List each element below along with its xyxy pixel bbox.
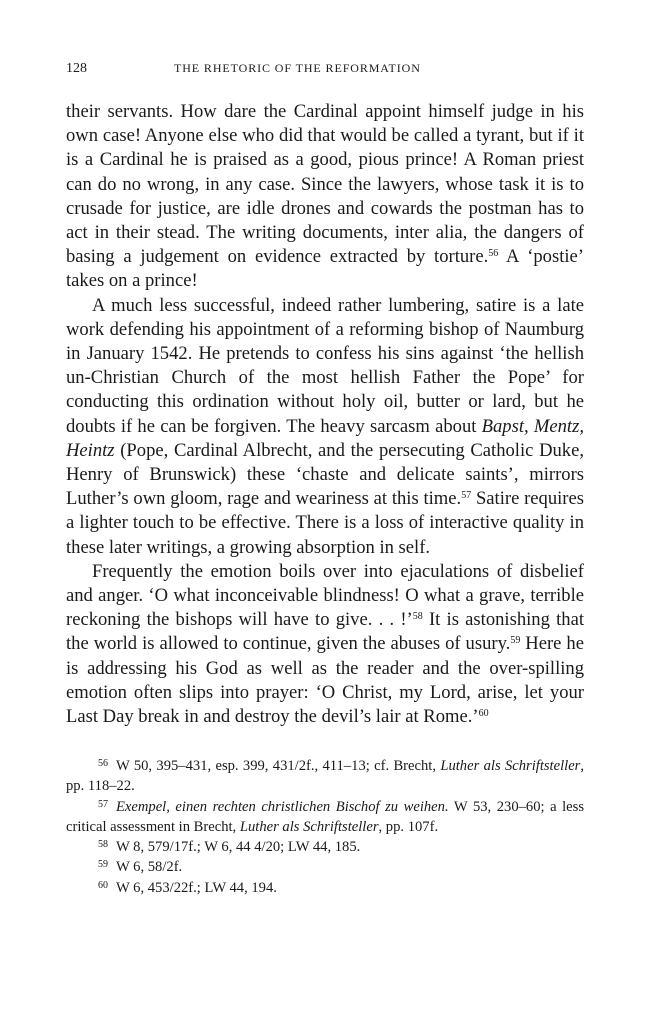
- footnote: 60 W 6, 453/22f.; LW 44, 194.: [98, 879, 277, 896]
- italic-text: Exempel, einen rechten christlichen Bischof zu weihen.: [116, 798, 449, 815]
- text-run: It is astonishing that the world is allowed to continue, given the abuses of usury.: [66, 609, 584, 655]
- footnote-ref: 59: [510, 635, 521, 647]
- text-run: W 6, 453/22f.; LW 44, 194.: [116, 879, 277, 896]
- text-run: W 6, 58/2f.: [116, 859, 183, 876]
- footnote-ref: 56: [488, 248, 499, 260]
- body-text: [66, 100, 584, 729]
- text-run: (Pope, Cardinal Albrecht, and the persecuting Catholic Duke, Henry of Brunswick) these ‘chaste and delicate saints’, mirrors Luther’s own gloom, rage and weariness at this time.: [66, 439, 584, 510]
- text-run: , pp. 107f.: [378, 818, 439, 835]
- text-run: A much less successful, indeed rather lumbering, satire is a late work defending his appointment of a reforming bishop of Naumburg in January 1542. He pretends to confess his sins against ‘the hellish un-Christian Church of the most hellish Father the Pope’ for conducting this ordination without holy oil, butter or lard, but he doubts if he can be forgiven. The heavy sarcasm about: [66, 294, 584, 437]
- footnote: 58 W 8, 579/17f.; W 6, 44 4/20; LW 44, 185.: [98, 839, 361, 856]
- footnote-ref: 58: [412, 611, 423, 623]
- text-run: Here he is addressing his God as well as the reader and the over-spilling emotion often slips into prayer: ‘O Christ, my Lord, arise, let your Last Day break in and destroy the devil’s lair at Rome.’: [66, 633, 584, 728]
- text-run: , pp. 118–22.: [66, 758, 585, 795]
- page-number: 128: [66, 61, 87, 76]
- italic-text: Luther als Schriftsteller: [440, 758, 581, 775]
- text-run: W 8, 579/17f.; W 6, 44 4/20; LW 44, 185.: [116, 839, 361, 856]
- page-header: [66, 60, 584, 77]
- text-run: Frequently the emotion boils over into ejaculations of disbelief and anger. ‘O what inconceivable blindness! O what a grave, terrible reckoning the bishops will have to give. . . !’: [66, 560, 584, 631]
- text-run: their servants. How dare the Cardinal appoint himself judge in his own case! Anyone else who did that would be called a tyrant, but if it is a Cardinal he is praised as a good, pious prince! A Roman priest can do no wrong, in any case. Since the lawyers, whose task it is to crusade for justice, are idle drones and cowards the postman has to act in their stead. The writing documents, inter alia, the dangers of basing a judgement on evidence extracted by torture.: [66, 101, 584, 268]
- text-run: W 53, 230–60; a less critical assessment in Brecht,: [66, 798, 585, 835]
- running-head: THE RHETORIC OF THE REFORMATION: [174, 61, 421, 75]
- footnote: 57 Exempel, einen rechten christlichen Bischof zu weihen. W 53, 230–60; a less critical assessment in Brecht, Luther als Schriftsteller, pp. 107f.: [66, 798, 585, 835]
- footnote: 56 W 50, 395–431, esp. 399, 431/2f., 411–13; cf. Brecht, Luther als Schriftsteller, pp. 118–22.: [66, 758, 585, 795]
- paragraph: [66, 560, 584, 729]
- footnote-ref: 60: [478, 708, 489, 720]
- text-run: Satire requires a lighter touch to be effective. There is a loss of interactive quality in these later writings, a growing absorption in self.: [66, 488, 584, 558]
- paragraph: [66, 294, 584, 560]
- footnotes: [66, 756, 584, 897]
- text-run: A ‘postie’ takes on a prince!: [66, 246, 584, 292]
- paragraph: [66, 100, 584, 294]
- book-page: [66, 60, 584, 898]
- footnote-ref: 57: [461, 490, 472, 502]
- italic-text: Luther als Schriftsteller: [239, 818, 379, 835]
- footnote: 59 W 6, 58/2f.: [98, 859, 183, 876]
- italic-text: Bapst, Mentz, Heintz: [66, 415, 584, 461]
- text-run: W 50, 395–431, esp. 399, 431/2f., 411–13; cf. Brecht,: [116, 758, 441, 775]
